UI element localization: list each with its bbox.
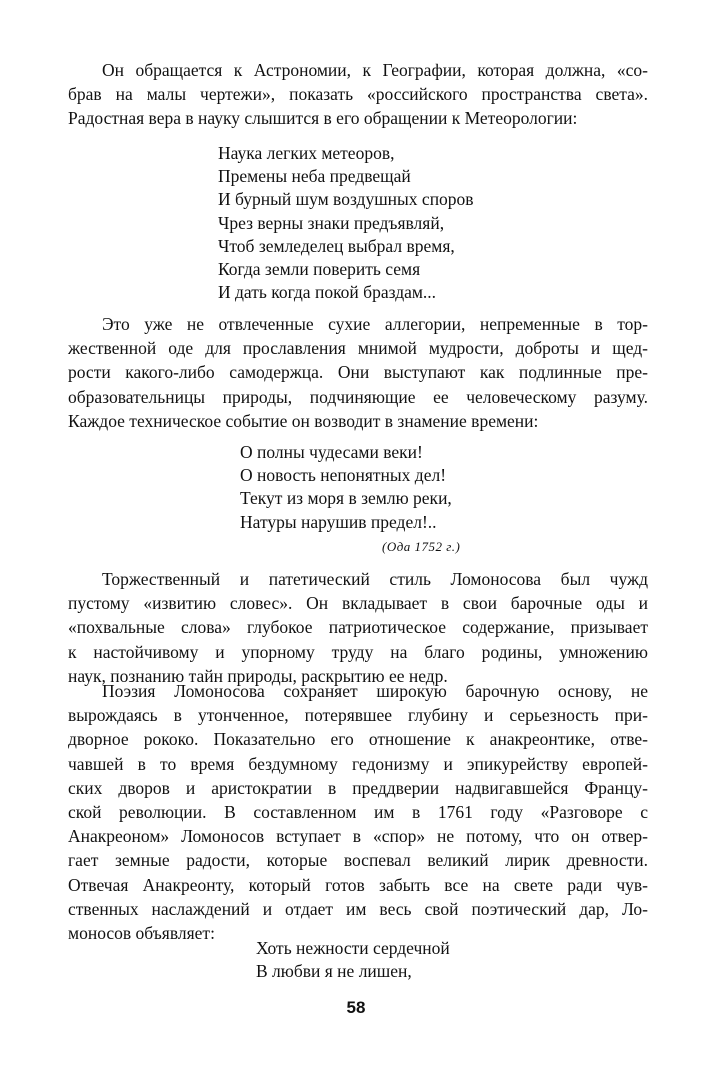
text-line [68,848,648,872]
text-line [68,58,648,82]
text-line [68,409,648,433]
verse-source-citation: (Ода 1752 г.) [382,539,461,554]
verse-line: Текут из моря в землю реки, [240,488,452,509]
text-line-content: чавшей в то время бездумному гедонизму и эпикурейству европей- [68,753,648,774]
text-line [68,106,648,130]
text-line [68,360,648,384]
text-line-content: Радостная вера в науку слышится в его обращении к Метеорологии: [68,108,578,129]
text-line [68,752,648,776]
verse-line: О полны чудесами веки! [240,442,423,462]
paragraph-astronomy [68,58,648,131]
text-line-content: вырождаясь в утонченное, потерявшее глубину и серьезность при- [68,705,648,726]
text-line [68,591,648,615]
text-line-content: Поэзия Ломоносова сохраняет широкую барочную основу, не [102,681,648,701]
text-line [68,824,648,848]
text-line-content: Торжественный и патетический стиль Ломоносова был чужд [102,569,648,589]
text-line-content: дворное рококо. Показательно его отношение к анакреонтике, отве- [68,729,648,750]
text-line [68,800,648,824]
verse-line: Чрез верны знаки предъявляй, [218,212,445,233]
paragraph-allegories [68,312,648,433]
text-line [68,703,648,727]
text-line-content: брав на малы чертежи», показать «российского пространства света». [68,84,648,105]
text-line-content: Каждое техническое событие он возводит в знамение времени: [68,410,539,431]
text-line-content: к настойчивому и упорному труду на благо родины, умножению [68,641,648,662]
text-line [68,567,648,591]
text-line-content: пустому «извитию словес». Он вкладывает в свои барочные оды и [68,593,648,614]
text-line [68,640,648,664]
text-line-content: ских дворов и аристократии в преддверии надвигавшейся Францу- [68,777,648,798]
text-line [68,897,648,921]
text-line-content: моносов объявляет: [68,923,215,944]
text-line-content: жественной оде для прославления мнимой мудрости, доброты и щед- [68,338,648,359]
text-line-content: образовательницы природы, подчиняющие ее человеческому разуму. [68,386,648,407]
text-line-content: «похвальные слова» глубокое патриотическое содержание, призывает [68,617,648,638]
text-line-content: ской революции. В составленном им в 1761 году «Разговоре с [68,802,648,823]
text-line-content: Анакреоном» Ломоносов вступает в «спор» не потому, что он отвер- [68,826,648,847]
verse-meteorology [218,142,474,304]
verse-line: И дать когда покой браздам... [218,282,437,303]
paragraph-poetry [68,679,648,945]
text-line [68,873,648,897]
verse-line: Хоть нежности сердечной [256,938,450,958]
verse-tenderness [256,937,450,983]
verse-line: И бурный шум воздушных споров [218,189,474,210]
page-number: 58 [346,998,366,1017]
text-line-content: наук, познанию тайн природы, раскрытию ее недр. [68,665,448,686]
verse-line: Когда земли поверить семя [218,259,421,280]
text-line-content: Он обращается к Астрономии, к Географии, которая должна, «со- [102,60,648,80]
text-line-content: Отвечая Анакреонту, который готов забыть все на свете ради чув- [68,874,648,895]
text-line [68,727,648,751]
text-line [68,679,648,703]
paragraph-style [68,567,648,688]
text-line [68,776,648,800]
text-line-content: Это уже не отвлеченные сухие аллегории, непременные в тор- [102,314,648,334]
text-line-content: рости какого-либо самодержца. Они выступают как подлинные пре- [68,362,648,383]
verse-line: В любви я не лишен, [256,961,412,982]
verse-line: Натуры нарушив предел!.. [240,511,437,532]
verse-wonders [240,441,452,534]
verse-line: Премены неба предвещай [218,166,411,187]
verse-line: Наука легких метеоров, [218,143,395,163]
text-line [68,82,648,106]
text-line-content: гает земные радости, которые воспевал великий лирик древности. [68,850,648,871]
text-line [68,336,648,360]
text-line [68,312,648,336]
text-line [68,385,648,409]
verse-line: Чтоб земледелец выбрал время, [218,235,455,256]
text-line-content: ственных наслаждений и отдает им весь свой поэтический дар, Ло- [68,898,648,919]
text-line [68,615,648,639]
verse-line: О новость непонятных дел! [240,465,447,486]
